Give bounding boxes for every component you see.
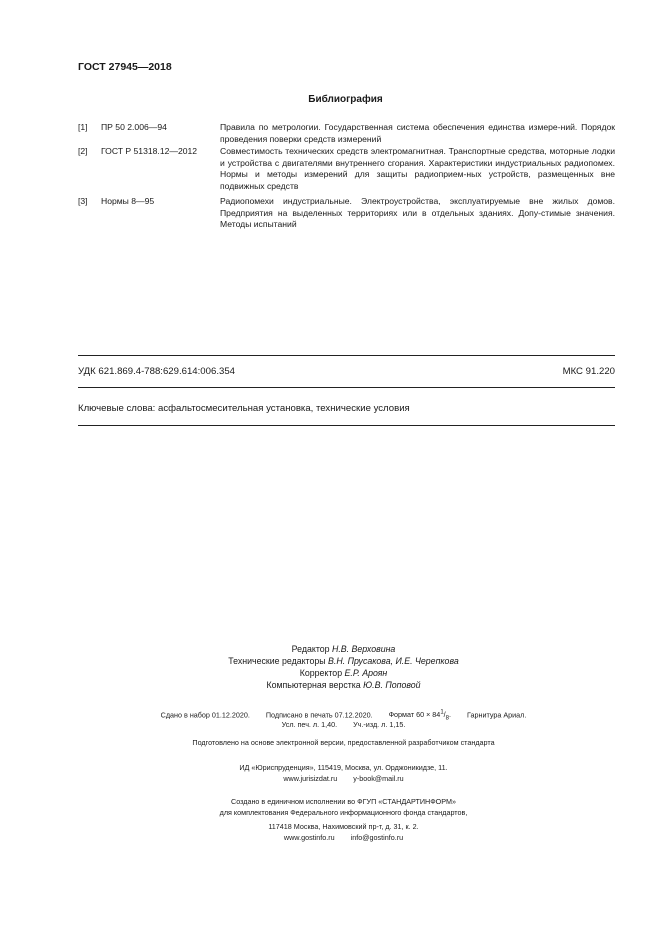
printed-sheets: Усл. печ. л. 1,40. [281, 720, 338, 729]
entry-number: [3] [78, 196, 88, 206]
credit-tech-editors [0, 655, 661, 668]
submitted-date: Сдано в набор 01.12.2020. [160, 710, 250, 720]
publisher-site: www.jurisizdat.ru [283, 774, 338, 783]
credit-name: В.Н. Прусакова, И.Е. Черепкова [328, 656, 459, 666]
credit-corrector [0, 667, 661, 680]
credit-label: Редактор [291, 644, 330, 654]
divider [78, 425, 615, 426]
standartinform-contacts [0, 832, 661, 843]
standartinform-site: www.gostinfo.ru [283, 833, 335, 842]
imprint-line-2 [0, 719, 661, 730]
standartinform-address: 117418 Москва, Нахимовский пр-т, д. 31, к. 2. [268, 822, 419, 831]
entry-number: [1] [78, 122, 88, 132]
entry-text: Совместимость технических средств электромагнитная. Транспортные средства, моторные лодки и устройства с двигателями внутреннего сгорания. Характеристики индустриальных радиопомех. Нормы и методы измерений для защиты радиоприем-ных устройств, размещенных вне подвижных средств [220, 146, 615, 191]
credit-name: Ю.В. Поповой [363, 680, 421, 690]
divider [78, 355, 615, 356]
entry-text: Радиопомехи индустриальные. Электроустройства, эксплуатируемые вне жилых домов. Предприятия на выделенных территориях или в отдельных зданиях. Допу-стимые значения. Методы испытаний [220, 196, 615, 230]
bibliography-title: Библиография [308, 94, 383, 105]
typeface: Гарнитура Ариал. [467, 710, 527, 720]
signed-date: Подписано в печать 07.12.2020. [265, 710, 373, 720]
udc-code: УДК 621.869.4-788:629.614:006.354 [78, 366, 235, 377]
entry-text: Правила по метрологии. Государственная система обеспечения единства измере-ний. Порядок проведения поверки средств измерений [220, 122, 615, 144]
entry-code: Нормы 8—95 [101, 196, 155, 206]
divider [78, 387, 615, 388]
publishing-sheets: Уч.-изд. л. 1,15. [353, 720, 406, 729]
credit-layout [0, 679, 661, 692]
created-line-1: Создано в единичном исполнении во ФГУП «СТАНДАРТИНФОРМ» [231, 797, 456, 806]
credit-name: Н.В. Верховина [332, 644, 396, 654]
credit-name: Е.Р. Ароян [344, 668, 388, 678]
entry-code: ГОСТ Р 51318.12—2012 [101, 146, 198, 156]
publisher-email: y-book@mail.ru [353, 774, 404, 783]
credit-label: Компьютерная верстка [266, 680, 361, 690]
paper-format: Формат $60 \times 84^1/_8$. [388, 710, 451, 722]
document-code: ГОСТ 27945—2018 [78, 61, 172, 73]
publisher-contacts [0, 773, 661, 784]
keywords: Ключевые слова: асфальтосмесительная установка, технические условия [78, 403, 410, 414]
mks-code: МКС 91.220 [562, 366, 615, 377]
credit-editor [0, 643, 661, 656]
entry-number: [2] [78, 146, 88, 156]
entry-code: ПР 50 2.006—94 [101, 122, 167, 132]
prepared-note: Подготовлено на основе электронной версии, предоставленной разработчиком стандарта [192, 738, 495, 747]
standartinform-email: info@gostinfo.ru [350, 833, 404, 842]
created-line-2: для комплектования Федерального информационного фонда стандартов, [219, 808, 468, 817]
credit-label: Технические редакторы [228, 656, 326, 666]
publisher-address: ИД «Юриспруденция», 115419, Москва, ул. Орджоникидзе, 11. [239, 763, 448, 772]
credit-label: Корректор [299, 668, 343, 678]
